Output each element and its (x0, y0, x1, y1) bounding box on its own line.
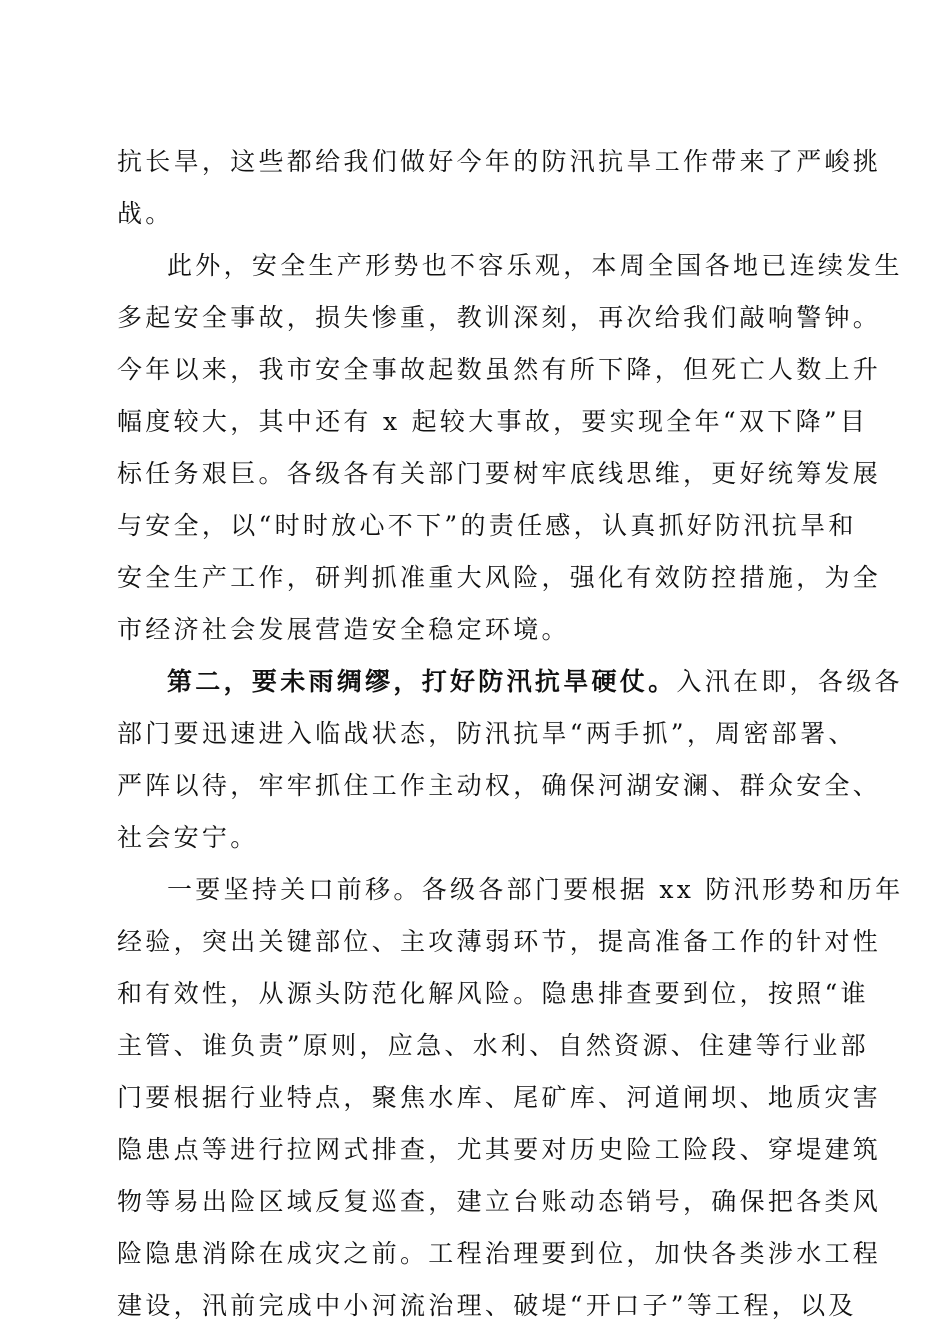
text-line: 部门要迅速进入临战状态，防汛抗旱“两手抓”，周密部署、 (117, 719, 857, 748)
text-line: 社会安宁。 (117, 823, 259, 852)
text-line: 建设，汛前完成中小河流治理、破堤“开口子”等工程，以及 (117, 1291, 857, 1320)
text-line: 一要坚持关口前移。各级各部门要根据 xx 防汛形势和历年 (167, 875, 904, 904)
text-line: 标任务艰巨。各级各有关部门要树牢底线思维，更好统筹发展 (117, 459, 882, 488)
document-body (117, 136, 904, 1332)
paragraph-3 (117, 656, 903, 864)
section-heading: 第二，要未雨绸缪，打好防汛抗旱硬仗。 (167, 667, 677, 696)
text-line (117, 656, 903, 708)
text-line: 主管、谁负责”原则，应急、水利、自然资源、住建等行业部 (117, 1031, 869, 1060)
text-line: 经验，突出关键部位、主攻薄弱环节，提高准备工作的针对性 (117, 927, 882, 956)
text-line: 门要根据行业特点，聚焦水库、尾矿库、河道闸坝、地质灾害 (117, 1083, 882, 1112)
text-line: 此外，安全生产形势也不容乐观，本周全国各地已连续发生 (167, 251, 903, 280)
text-line: 与安全，以“时时放心不下”的责任感，认真抓好防汛抗旱和 (117, 511, 857, 540)
heading-continuation: 入汛在即，各级各 (676, 667, 903, 696)
text-line: 幅度较大，其中还有 x 起较大事故，要实现全年“双下降”目 (117, 407, 869, 436)
text-line: 抗长旱，这些都给我们做好今年的防汛抗旱工作带来了严峻挑 (117, 147, 882, 176)
text-line: 险隐患消除在成灾之前。工程治理要到位，加快各类涉水工程 (117, 1239, 882, 1268)
paragraph-1 (117, 136, 882, 240)
text-line: 严阵以待，牢牢抓住工作主动权，确保河湖安澜、群众安全、 (117, 771, 882, 800)
text-line: 战。 (117, 199, 174, 228)
text-line: 市经济社会发展营造安全稳定环境。 (117, 615, 570, 644)
paragraph-2 (117, 240, 903, 656)
text-line: 隐患点等进行拉网式排查，尤其要对历史险工险段、穿堤建筑 (117, 1135, 882, 1164)
text-line: 今年以来，我市安全事故起数虽然有所下降，但死亡人数上升 (117, 355, 882, 384)
text-line: 物等易出险区域反复巡查，建立台账动态销号，确保把各类风 (117, 1187, 882, 1216)
paragraph-4 (117, 864, 904, 1332)
text-line: 和有效性，从源头防范化解风险。隐患排查要到位，按照“谁 (117, 979, 869, 1008)
text-line: 安全生产工作，研判抓准重大风险，强化有效防控措施，为全 (117, 563, 882, 592)
text-line: 多起安全事故，损失惨重，教训深刻，再次给我们敲响警钟。 (117, 303, 882, 332)
